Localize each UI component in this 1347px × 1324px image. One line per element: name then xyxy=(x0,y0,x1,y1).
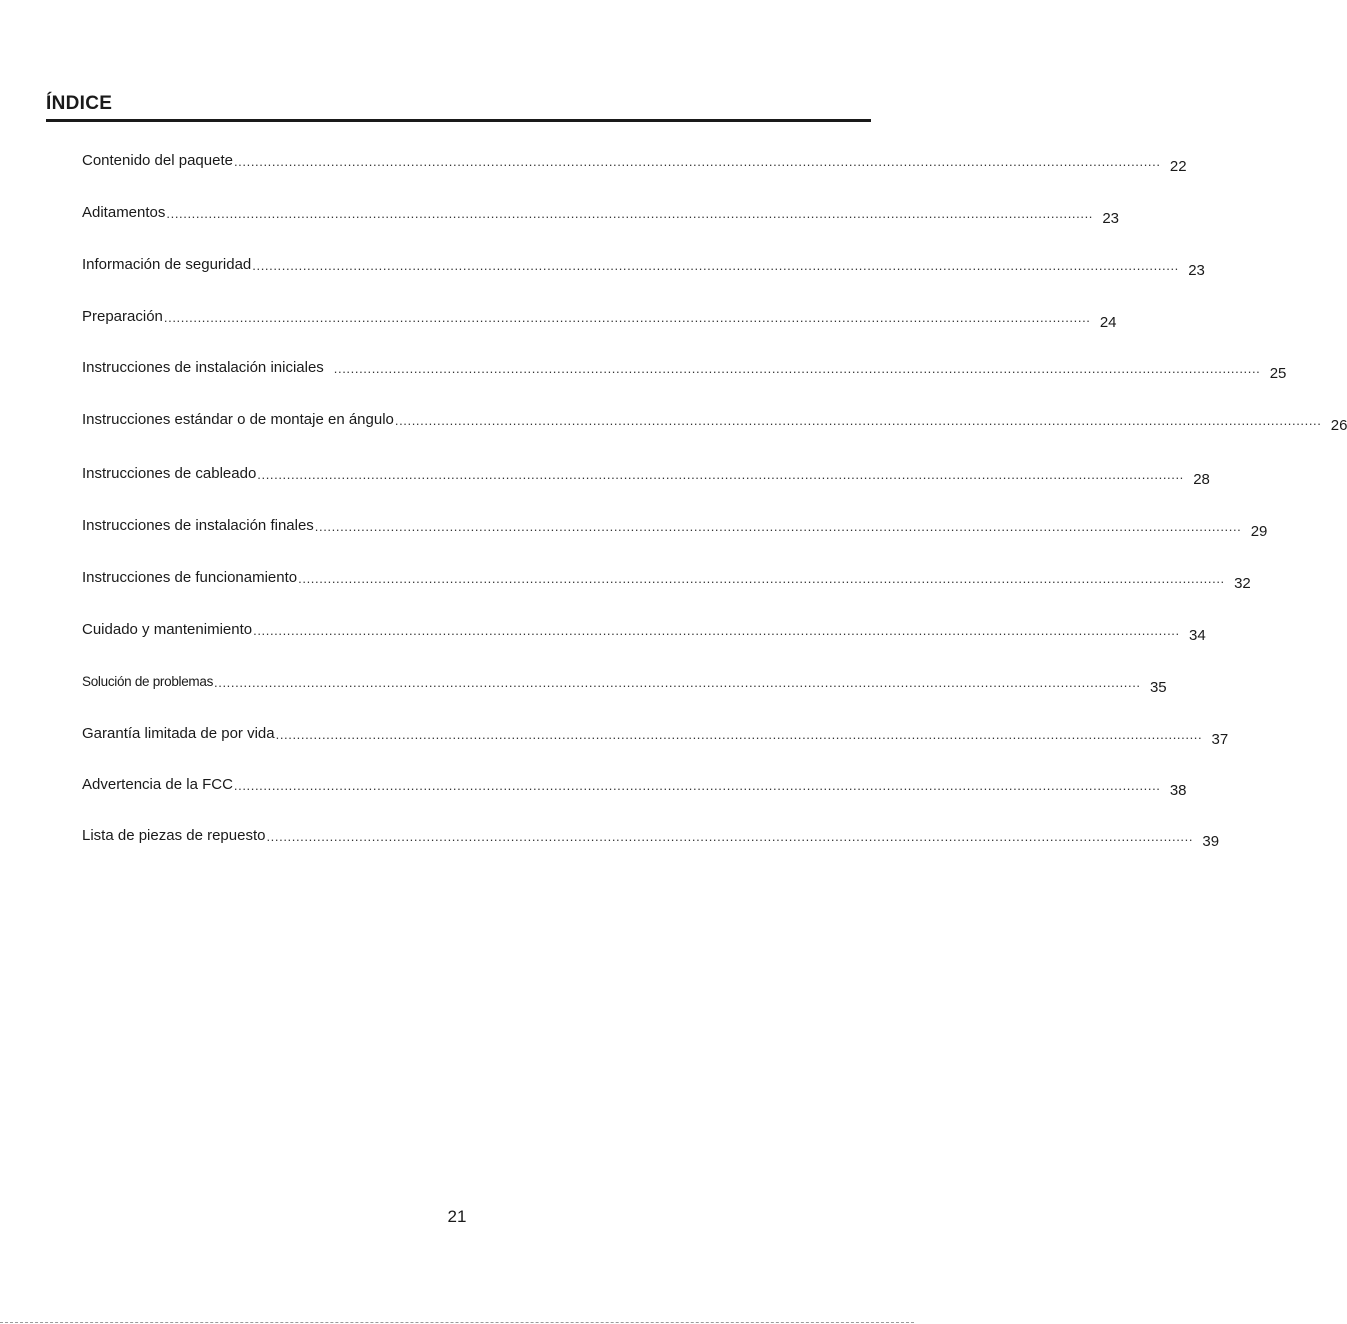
toc-entry-page: 24 xyxy=(1099,314,1117,331)
toc-entry[interactable] xyxy=(82,723,1229,748)
toc-entry-label: Cuidado y mantenimiento xyxy=(82,621,253,638)
toc-entry-page: 25 xyxy=(1269,365,1287,382)
toc-entry[interactable] xyxy=(82,150,1187,175)
toc-dot-leader: ............................................................................................................................................................................................................................ xyxy=(253,623,1180,638)
toc-entry-page: 22 xyxy=(1169,158,1187,175)
toc-dot-leader: ............................................................................................................................................................................................................................ xyxy=(163,310,1091,325)
toc-entry-label: Instrucciones de instalación finales xyxy=(82,517,314,534)
toc-dot-leader: ............................................................................................................................................................................................................................ xyxy=(233,154,1161,169)
toc-dot-leader: ............................................................................................................................................................................................................................ xyxy=(266,829,1194,844)
toc-entry-page: 38 xyxy=(1169,782,1187,799)
page-number: 21 xyxy=(447,1207,467,1226)
toc-dot-leader: ............................................................................................................................................................................................................................ xyxy=(298,571,1225,586)
toc-entry[interactable] xyxy=(82,357,1287,382)
toc-entry-page: 29 xyxy=(1250,523,1268,540)
toc-entry[interactable] xyxy=(82,463,1210,488)
toc-dot-leader: ............................................................................................................................................................................................................................ xyxy=(257,467,1184,482)
toc-entry-label: Advertencia de la FCC xyxy=(82,776,233,793)
toc-entry[interactable] xyxy=(82,671,1167,696)
toc-entry[interactable] xyxy=(82,619,1206,644)
toc-entry-label: Información de seguridad xyxy=(82,256,252,273)
toc-entry-label: Instrucciones de instalación iniciales xyxy=(82,359,324,376)
toc-dot-leader: ............................................................................................................................................................................................................................ xyxy=(275,727,1203,742)
toc-entry-label: Instrucciones de funcionamiento xyxy=(82,569,298,586)
toc-dot-leader: ............................................................................................................................................................................................................................ xyxy=(214,675,1141,690)
toc-entry-label: Instrucciones de cableado xyxy=(82,465,257,482)
toc-dot-leader: ............................................................................................................................................................................................................................ xyxy=(333,361,1261,376)
toc-entry[interactable] xyxy=(82,306,1117,331)
title-underline xyxy=(46,119,871,122)
toc-entry-label: Contenido del paquete xyxy=(82,152,233,169)
toc-entry-label: Preparación xyxy=(82,308,163,325)
toc-dot-leader: ............................................................................................................................................................................................................................ xyxy=(314,519,1242,534)
toc-entry-page: 26 xyxy=(1330,417,1347,434)
toc-entry-page: 35 xyxy=(1149,679,1167,696)
toc-entry[interactable] xyxy=(82,774,1187,799)
toc-dot-leader: ............................................................................................................................................................................................................................ xyxy=(252,258,1179,273)
toc-entry[interactable] xyxy=(82,409,1347,434)
toc-entry-page: 23 xyxy=(1188,262,1205,279)
toc-entry-page: 34 xyxy=(1189,627,1206,644)
toc-dot-leader: ............................................................................................................................................................................................................................ xyxy=(394,413,1322,428)
toc-entry[interactable] xyxy=(82,254,1205,279)
toc-entry-page: 23 xyxy=(1102,210,1119,227)
toc-dot-leader: ............................................................................................................................................................................................................................ xyxy=(166,206,1093,221)
toc-entry[interactable] xyxy=(82,567,1251,592)
toc-entry[interactable] xyxy=(82,515,1268,540)
page-title: ÍNDICE xyxy=(46,93,113,114)
toc-entry-label: Lista de piezas de repuesto xyxy=(82,827,266,844)
toc-dot-leader: ............................................................................................................................................................................................................................ xyxy=(233,778,1161,793)
toc-entry-page: 28 xyxy=(1193,471,1210,488)
toc-entry-label: Solución de problemas xyxy=(82,674,214,689)
toc-entry-page: 32 xyxy=(1234,575,1251,592)
toc-entry-label: Instrucciones estándar o de montaje en ángulo xyxy=(82,411,394,428)
page-bottom-edge xyxy=(0,1322,914,1323)
toc-entry-page: 37 xyxy=(1211,731,1229,748)
toc-entry-label: Aditamentos xyxy=(82,204,166,221)
toc-entry-label: Garantía limitada de por vida xyxy=(82,725,275,742)
toc-entry[interactable] xyxy=(82,825,1220,850)
toc-entry-page: 39 xyxy=(1202,833,1220,850)
toc-entry[interactable] xyxy=(82,202,1119,227)
